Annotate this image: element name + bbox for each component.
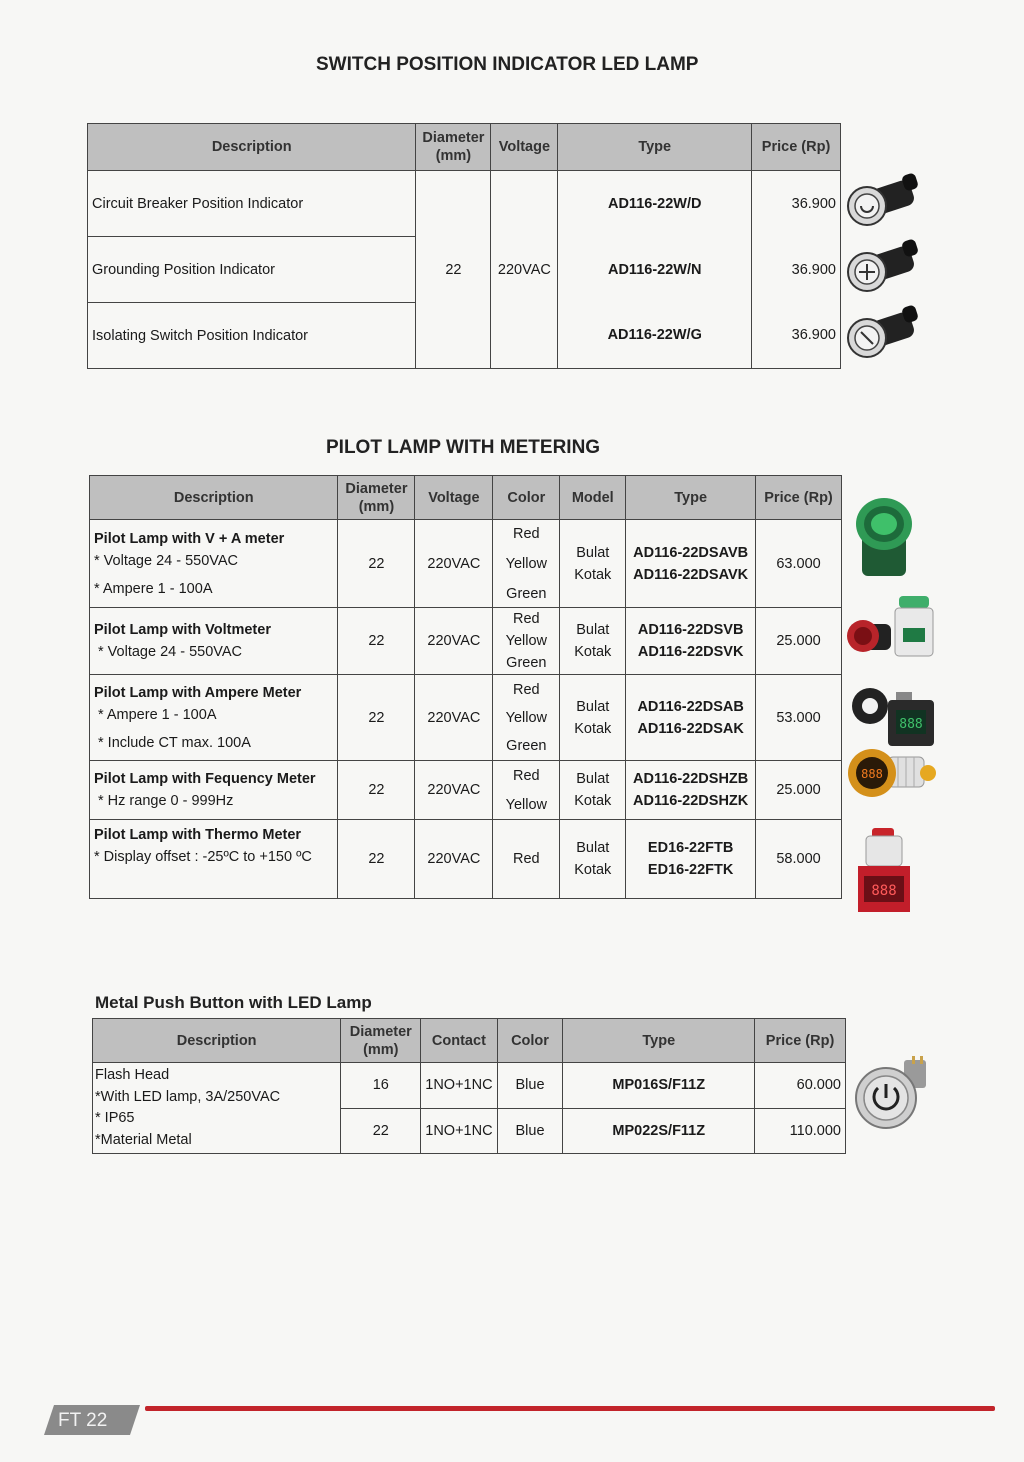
model-option: Kotak <box>574 862 612 878</box>
model-option: Bulat <box>576 544 610 561</box>
row-spec: * Voltage 24 - 550VAC <box>94 552 239 569</box>
model-option: Bulat <box>576 840 610 856</box>
type-code: ED16-22FTB <box>647 840 734 856</box>
header-type: Type <box>626 476 756 520</box>
color-option: Red <box>513 767 540 784</box>
color-option: Red <box>513 525 540 542</box>
row-voltage: 220VAC <box>415 761 493 820</box>
row-price: 25.000 <box>756 761 842 820</box>
header-contact: Contact <box>421 1019 497 1063</box>
table-header-row <box>90 476 842 520</box>
row-description <box>90 608 338 675</box>
header-voltage: Voltage <box>491 124 558 171</box>
table-row <box>90 820 842 899</box>
row-name: Pilot Lamp with Thermo Meter <box>94 827 302 843</box>
type-code: AD116-22DSHZB <box>633 771 749 787</box>
color-option: Yellow <box>505 796 548 813</box>
model-option: Bulat <box>576 622 610 638</box>
row-spec: * Ampere 1 - 100A <box>94 580 213 597</box>
color-option: Green <box>506 585 547 602</box>
row-color: Blue <box>497 1063 563 1109</box>
row-price: 25.000 <box>756 608 842 675</box>
row-colors <box>493 761 560 820</box>
row-diameter: 22 <box>338 761 415 820</box>
header-color: Color <box>493 476 560 520</box>
row-types <box>626 675 756 761</box>
row-colors <box>493 675 560 761</box>
row-voltage: 220VAC <box>415 675 493 761</box>
section-title-pilot: PILOT LAMP WITH METERING <box>326 437 601 458</box>
indicator-lamp-image-g <box>845 302 925 364</box>
table-row <box>90 761 842 820</box>
header-color: Color <box>497 1019 563 1063</box>
table-row <box>90 675 842 761</box>
row-diameter: 22 <box>416 171 491 369</box>
type-code: AD116-22DSVK <box>637 644 744 660</box>
row-spec: *With LED lamp, 3A/250VAC <box>95 1088 281 1105</box>
row-voltage: 220VAC <box>415 820 493 899</box>
type-code: AD116-22DSVB <box>637 622 744 638</box>
color-option: Red <box>513 851 540 867</box>
header-description: Description <box>88 124 416 171</box>
row-type: MP016S/F11Z <box>563 1063 755 1109</box>
color-option: Red <box>513 681 540 698</box>
header-model: Model <box>560 476 626 520</box>
row-type: AD116-22W/D <box>558 171 752 237</box>
model-option: Kotak <box>574 793 612 809</box>
push-button-table <box>92 1018 846 1154</box>
svg-text:888: 888 <box>899 717 923 732</box>
row-spec: * Hz range 0 - 999Hz <box>98 793 234 809</box>
ampere-meter-lamp-image <box>848 678 942 750</box>
row-name: Pilot Lamp with Fequency Meter <box>94 771 316 787</box>
row-name: Pilot Lamp with Voltmeter <box>94 622 271 638</box>
row-diameter: 22 <box>338 820 415 899</box>
row-types <box>626 520 756 608</box>
row-type: AD116-22W/G <box>558 303 752 369</box>
color-option: Green <box>506 737 547 754</box>
indicator-lamp-image-d <box>845 170 925 232</box>
row-spec: * Display offset : -25ºC to +150 ºC <box>94 849 312 865</box>
footer-divider <box>145 1406 995 1411</box>
row-diameter: 22 <box>341 1108 421 1154</box>
type-code: AD116-22DSHZK <box>633 793 749 809</box>
model-option: Kotak <box>574 720 612 737</box>
header-diameter: Diameter (mm) <box>338 476 415 520</box>
row-description: Circuit Breaker Position Indicator <box>88 171 416 237</box>
row-price: 63.000 <box>756 520 842 608</box>
row-description <box>90 820 338 899</box>
row-name: Pilot Lamp with Ampere Meter <box>94 684 302 701</box>
section-title-push: Metal Push Button with LED Lamp <box>95 993 372 1012</box>
table-row <box>90 520 842 608</box>
header-description: Description <box>90 476 338 520</box>
va-meter-lamp-image <box>852 496 916 582</box>
model-option: Bulat <box>576 698 610 715</box>
header-diameter: Diameter (mm) <box>341 1019 421 1063</box>
row-models <box>560 761 626 820</box>
row-voltage: 220VAC <box>491 171 558 369</box>
row-diameter: 16 <box>341 1063 421 1109</box>
row-description <box>93 1063 341 1154</box>
row-description: Isolating Switch Position Indicator <box>88 303 416 369</box>
row-color: Blue <box>497 1108 563 1154</box>
table-row <box>93 1063 846 1109</box>
color-option: Green <box>506 655 547 671</box>
model-option: Kotak <box>574 566 612 583</box>
color-option: Red <box>513 611 540 627</box>
svg-text:888: 888 <box>871 883 897 899</box>
row-price: 36.900 <box>752 171 841 237</box>
row-spec: * Include CT max. 100A <box>98 734 251 751</box>
row-contact: 1NO+1NC <box>421 1063 497 1109</box>
table-row <box>88 171 841 237</box>
frequency-meter-lamp-image <box>848 745 938 801</box>
voltmeter-lamp-image <box>845 590 941 660</box>
row-types <box>626 820 756 899</box>
row-models <box>560 608 626 675</box>
type-code: AD116-22DSAVB <box>633 544 749 561</box>
row-type: AD116-22W/N <box>558 237 752 303</box>
table-header-row <box>93 1019 846 1063</box>
type-code: AD116-22DSAB <box>637 698 744 715</box>
table-row <box>90 608 842 675</box>
row-diameter: 22 <box>338 520 415 608</box>
header-price: Price (Rp) <box>755 1019 846 1063</box>
page-number: FT 22 <box>58 1410 108 1431</box>
header-price: Price (Rp) <box>752 124 841 171</box>
switch-table <box>87 123 841 369</box>
type-code: AD116-22DSAK <box>637 720 744 737</box>
row-spec: * Ampere 1 - 100A <box>98 706 217 723</box>
row-models <box>560 675 626 761</box>
row-name: Pilot Lamp with V + A meter <box>94 530 285 547</box>
row-contact: 1NO+1NC <box>421 1108 497 1154</box>
row-description <box>90 761 338 820</box>
row-price: 110.000 <box>755 1108 846 1154</box>
row-spec: * IP65 <box>95 1110 135 1126</box>
row-colors <box>493 520 560 608</box>
row-spec: *Material Metal <box>95 1131 192 1148</box>
row-description: Grounding Position Indicator <box>88 237 416 303</box>
model-option: Kotak <box>574 644 612 660</box>
indicator-lamp-image-n <box>845 236 925 298</box>
row-colors <box>493 820 560 899</box>
row-description <box>90 675 338 761</box>
header-voltage: Voltage <box>415 476 493 520</box>
type-code: ED16-22FTK <box>647 862 734 878</box>
row-description <box>90 520 338 608</box>
header-diameter: Diameter (mm) <box>416 124 491 171</box>
type-code: AD116-22DSAVK <box>633 566 749 583</box>
thermo-meter-lamp-image <box>852 822 918 916</box>
row-spec: Flash Head <box>95 1067 170 1083</box>
section-title-switch: SWITCH POSITION INDICATOR LED LAMP <box>316 54 699 75</box>
svg-text:888: 888 <box>861 767 883 781</box>
row-diameter: 22 <box>338 675 415 761</box>
header-type: Type <box>563 1019 755 1063</box>
row-price: 60.000 <box>755 1063 846 1109</box>
header-price: Price (Rp) <box>756 476 842 520</box>
row-models <box>560 520 626 608</box>
row-price: 58.000 <box>756 820 842 899</box>
row-voltage: 220VAC <box>415 520 493 608</box>
header-type: Type <box>558 124 752 171</box>
color-option: Yellow <box>505 709 548 726</box>
pilot-table <box>89 475 842 899</box>
metal-push-button-image <box>850 1054 936 1134</box>
row-price: 36.900 <box>752 237 841 303</box>
row-voltage: 220VAC <box>415 608 493 675</box>
table-header-row <box>88 124 841 171</box>
color-option: Yellow <box>505 633 548 649</box>
row-models <box>560 820 626 899</box>
row-types <box>626 608 756 675</box>
row-spec: * Voltage 24 - 550VAC <box>98 644 243 660</box>
header-description: Description <box>93 1019 341 1063</box>
row-price: 36.900 <box>752 303 841 369</box>
color-option: Yellow <box>505 555 548 572</box>
model-option: Bulat <box>576 771 610 787</box>
row-type: MP022S/F11Z <box>563 1108 755 1154</box>
row-diameter: 22 <box>338 608 415 675</box>
row-colors <box>493 608 560 675</box>
row-price: 53.000 <box>756 675 842 761</box>
row-types <box>626 761 756 820</box>
